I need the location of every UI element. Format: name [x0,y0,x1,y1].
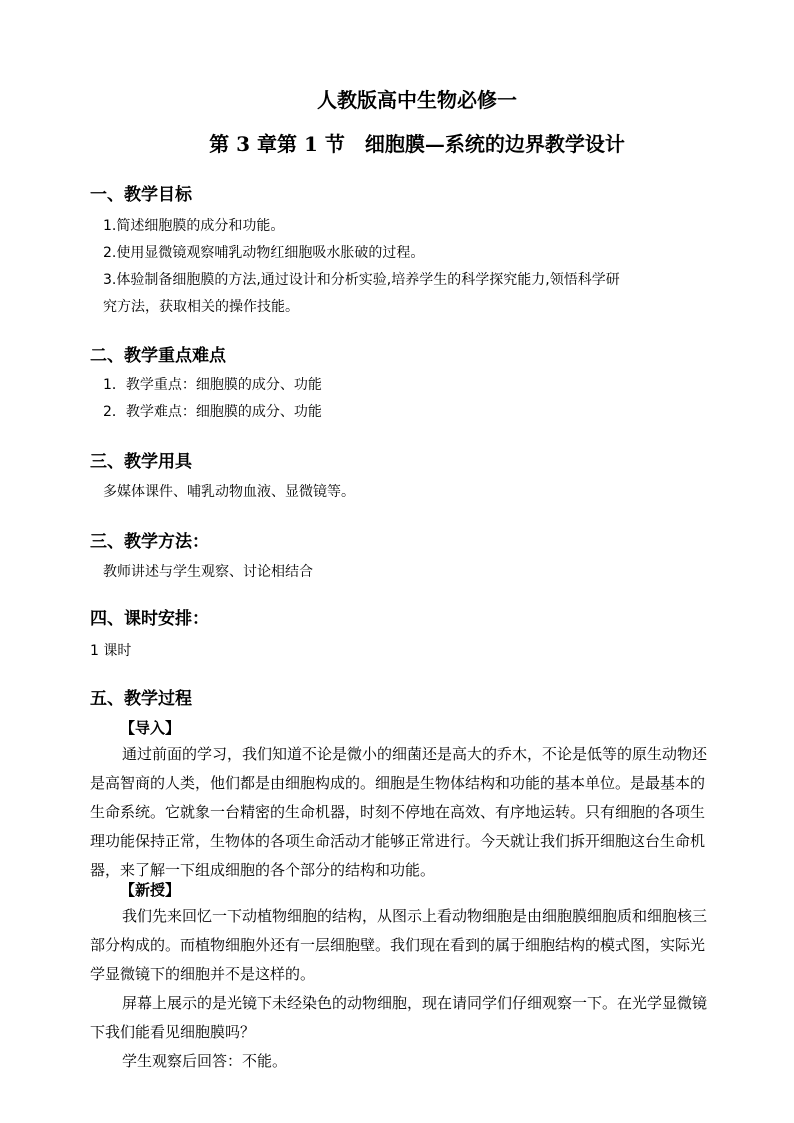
methods-text: 教师讲述与学生观察、讨论相结合 [103,564,313,580]
new-lesson-paragraph-2: 屏幕上展示的是光镜下未经染色的动物细胞，现在请同学们仔细观察一下。在光学显微镜下我们能看见细胞膜吗？ [90,994,708,1041]
new-lesson-label: 【新授】 [120,881,181,899]
schedule-text: 1 课时 [90,643,132,659]
section-heading-methods: 三、教学方法： [90,532,209,552]
intro-paragraph: 通过前面的学习，我们知道不论是微小的细菌还是高大的乔木，不论是低等的原生动物还是高智商的人类，他们都是由细胞构成的。细胞是生物体结构和功能的基本单位。是最基本的生命系统。它就象一台精密的生命机器，时刻不停地在高效、有序地运转。只有细胞的各项生理功能保持正常，生物体的各项生命活动才能够正常进行。今天就让我们拆开细胞这台生命机器，来了解一下组成细胞的各个部分的结构和功能。 [90,745,708,879]
section-heading-objectives: 一、教学目标 [90,185,192,205]
objective-item: 1.简述细胞膜的成分和功能。 [103,218,285,234]
objective-item: 究方法，获取相关的操作技能。 [103,299,299,315]
new-lesson-paragraph-3: 学生观察后回答：不能。 [122,1052,288,1070]
section-heading-schedule: 四、课时安排： [90,609,209,629]
objective-item: 3.体验制备细胞膜的方法,通过设计和分析实验,培养学生的科学探究能力,领悟科学研 [103,272,620,288]
section-heading-tools: 三、教学用具 [90,452,192,472]
key-point-item: 1．教学重点：细胞膜的成分、功能 [103,377,322,393]
objective-item: 2.使用显微镜观察哺乳动物红细胞吸水胀破的过程。 [103,245,425,261]
document-title: 人教版高中生物必修一 [317,88,517,112]
key-point-item: 2．教学难点：细胞膜的成分、功能 [103,404,322,420]
intro-label: 【导入】 [120,719,181,737]
tools-text: 多媒体课件、哺乳动物血液、显微镜等。 [103,484,355,500]
section-heading-key-points: 二、教学重点难点 [90,346,226,366]
section-heading-process: 五、教学过程 [90,689,192,709]
document-subtitle: 第 3 章第 1 节 细胞膜—系统的边界教学设计 [209,132,625,156]
new-lesson-paragraph-1: 我们先来回忆一下动植物细胞的结构，从图示上看动物细胞是由细胞膜细胞质和细胞核三部分构成的。而植物细胞外还有一层细胞壁。我们现在看到的属于细胞结构的模式图，实际光学显微镜下的细胞并不是这样的。 [90,907,708,983]
